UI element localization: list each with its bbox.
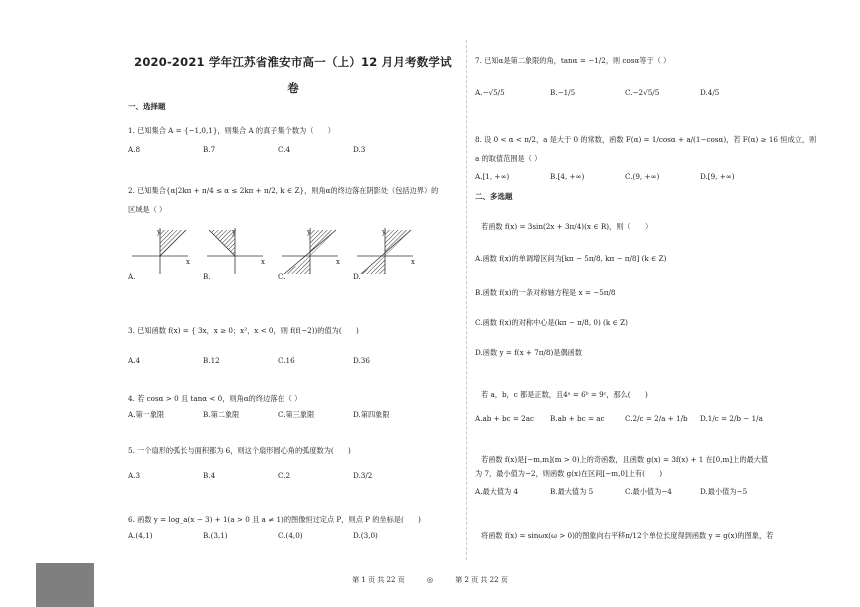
- q7-option-d[interactable]: D.4/5: [700, 88, 720, 97]
- question-8-options: [475, 172, 775, 181]
- question-4-options: [128, 410, 428, 419]
- q4-option-a[interactable]: A.第一象限: [128, 410, 165, 419]
- question-7-stem: 7. 已知α是第二象限的角，tanα = −1/2，则 cosα等于（ ）: [475, 56, 671, 65]
- mq3-option-b[interactable]: B.最大值为 5: [550, 487, 594, 496]
- q7-option-a[interactable]: A.−√5/5: [475, 88, 505, 97]
- graph-b-y-label: y: [232, 228, 236, 236]
- question-4-stem: 4. 若 cosα > 0 且 tanα < 0，则角α的终边落在（ ）: [128, 394, 302, 403]
- q8-option-d[interactable]: D.[9, +∞): [700, 172, 735, 181]
- multi-question-2-stem: 若 a，b，c 都是正数，且4ᵃ = 6ᵇ = 9ᶜ，那么( ): [481, 390, 648, 399]
- q7-option-b[interactable]: B.−1/5: [550, 88, 576, 97]
- section-multi-choice: 二、多选题: [475, 192, 513, 201]
- question-6-stem: 6. 函数 y = log_a(x − 3) + 1(a > 0 且 a ≠ 1)的图像恒过定点 P，则点 P 的坐标是( ): [128, 515, 421, 524]
- question-8-stem: 8. 设 0 < α < π/2，a 是大于 0 的常数，函数 F(α) = 1/cosα + a/(1−cosα)，若 F(α) ≥ 16 恒成立，则: [475, 135, 817, 144]
- footer-mark-icon: ◎: [426, 576, 434, 584]
- q5-option-a[interactable]: A.3: [128, 471, 141, 480]
- multi-question-2-options: [475, 414, 775, 423]
- graph-a-y-label: y: [157, 228, 161, 236]
- mq2-option-b[interactable]: B.ab + bc = ac: [550, 414, 605, 423]
- q3-option-a[interactable]: A.4: [128, 356, 141, 365]
- question-5-stem: 5. 一个扇形的弧长与面积都为 6，则这个扇形圆心角的弧度数为( ): [128, 446, 351, 455]
- q4-option-c[interactable]: C.第三象限: [278, 410, 315, 419]
- q2-option-d[interactable]: D.: [353, 272, 361, 281]
- mq1-option-b[interactable]: B.函数 f(x)的一条对称轴方程是 x = −5π/8: [475, 288, 616, 297]
- q6-option-b[interactable]: B.(3,1): [203, 531, 228, 540]
- q2-option-a[interactable]: A.: [128, 272, 136, 281]
- q1-option-d[interactable]: D.3: [353, 145, 366, 154]
- question-5-options: [128, 471, 428, 480]
- q8-option-a[interactable]: A.[1, +∞): [475, 172, 510, 181]
- mq3-option-d[interactable]: D.最小值为−5: [700, 487, 748, 496]
- page-number-left: 第 1 页 共 22 页: [352, 576, 405, 584]
- q6-option-c[interactable]: C.(4,0): [278, 531, 303, 540]
- q1-option-b[interactable]: B.7: [203, 145, 216, 154]
- multi-question-3-stem: 若函数 f(x)是[−m,m](m > 0)上的奇函数，且函数 g(x) = 3f(x) + 1 在[0,m]上的最大值: [481, 455, 769, 464]
- multi-question-3-options: [475, 487, 775, 496]
- graph-b-x-label: x: [261, 258, 265, 266]
- q8-option-c[interactable]: C.(9, +∞): [625, 172, 660, 181]
- question-2-options: [128, 272, 428, 281]
- question-2-stem-cont: 区域是（ ）: [128, 205, 167, 214]
- graph-c-x-label: x: [336, 258, 340, 266]
- mq3-option-c[interactable]: C.最小值为−4: [625, 487, 672, 496]
- q2-option-c[interactable]: C.: [278, 272, 286, 281]
- question-6-options: [128, 531, 428, 540]
- section-single-choice: 一、选择题: [128, 102, 166, 111]
- mq1-option-a[interactable]: A.函数 f(x)的单调增区间为[kπ − 5π/8, kπ − π/8] (k ∈ Z): [475, 254, 667, 263]
- question-1-stem: 1. 已知集合 A = {−1,0,1}，则集合 A 的真子集个数为（ ）: [128, 126, 335, 135]
- q4-option-d[interactable]: D.第四象限: [353, 410, 390, 419]
- multi-question-4-stem: 将函数 f(x) = sinωx(ω > 0)的图象向右平移π/12个单位长度得到函数 y = g(x)的图象，若: [481, 531, 774, 540]
- graph-a-x-label: x: [186, 258, 190, 266]
- q3-option-d[interactable]: D.36: [353, 356, 370, 365]
- q1-option-a[interactable]: A.8: [128, 145, 141, 154]
- question-3-options: [128, 356, 428, 365]
- q6-option-a[interactable]: A.(4,1): [128, 531, 153, 540]
- question-1-options: [128, 145, 428, 154]
- mq2-option-a[interactable]: A.ab + bc = 2ac: [475, 414, 535, 423]
- mq1-option-c[interactable]: C.函数 f(x)的对称中心是(kπ − π/8, 0) (k ∈ Z): [475, 318, 628, 327]
- graph-c-y-label: y: [307, 228, 311, 236]
- multi-question-1-stem: 若函数 f(x) = 3sin(2x + 3π/4)(x ∈ R)，则（ ）: [481, 222, 653, 231]
- q6-option-d[interactable]: D.(3,0): [353, 531, 378, 540]
- page-number-right: 第 2 页 共 22 页: [455, 576, 508, 584]
- graph-d-x-label: x: [411, 258, 415, 266]
- exam-title-continued: 卷: [287, 81, 299, 95]
- q3-option-c[interactable]: C.16: [278, 356, 295, 365]
- q8-option-b[interactable]: B.[4, +∞): [550, 172, 585, 181]
- question-7-options: [475, 88, 775, 97]
- q1-option-c[interactable]: C.4: [278, 145, 291, 154]
- mq1-option-d[interactable]: D.函数 y = f(x + 7π/8)是偶函数: [475, 348, 583, 357]
- mq3-option-a[interactable]: A.最大值为 4: [475, 487, 519, 496]
- q4-option-b[interactable]: B.第二象限: [203, 410, 240, 419]
- graph-d-y-label: y: [382, 228, 386, 236]
- question-2-stem: 2. 已知集合{α|2kπ + π/4 ≤ α ≤ 2kπ + π/2, k ∈ Z}，则角α的终边落在阴影处（包括边界）的: [128, 186, 439, 195]
- q2-option-b[interactable]: B.: [203, 272, 211, 281]
- gray-thumbnail-block: [36, 563, 94, 607]
- mq2-option-c[interactable]: C.2/c = 2/a + 1/b: [625, 414, 688, 423]
- exam-title: 2020-2021 学年江苏省淮安市高一（上）12 月月考数学试: [134, 55, 452, 69]
- column-divider: [466, 40, 467, 560]
- q3-option-b[interactable]: B.12: [203, 356, 220, 365]
- multi-question-3-stem-cont: 为 7，最小值为−2，则函数 g(x)在区间[−m,0]上有( ): [475, 469, 663, 478]
- q5-option-b[interactable]: B.4: [203, 471, 216, 480]
- mq2-option-d[interactable]: D.1/c = 2/b − 1/a: [700, 414, 763, 423]
- q5-option-d[interactable]: D.3/2: [353, 471, 373, 480]
- question-3-stem: 3. 已知函数 f(x) = { 3x，x ≥ 0；x²，x < 0，则 f(f(−2))的值为( ): [128, 326, 359, 335]
- q7-option-c[interactable]: C.−2√5/5: [625, 88, 660, 97]
- q5-option-c[interactable]: C.2: [278, 471, 291, 480]
- page-footer: [0, 575, 860, 585]
- question-8-stem-cont: a 的取值范围是（ ）: [475, 154, 542, 163]
